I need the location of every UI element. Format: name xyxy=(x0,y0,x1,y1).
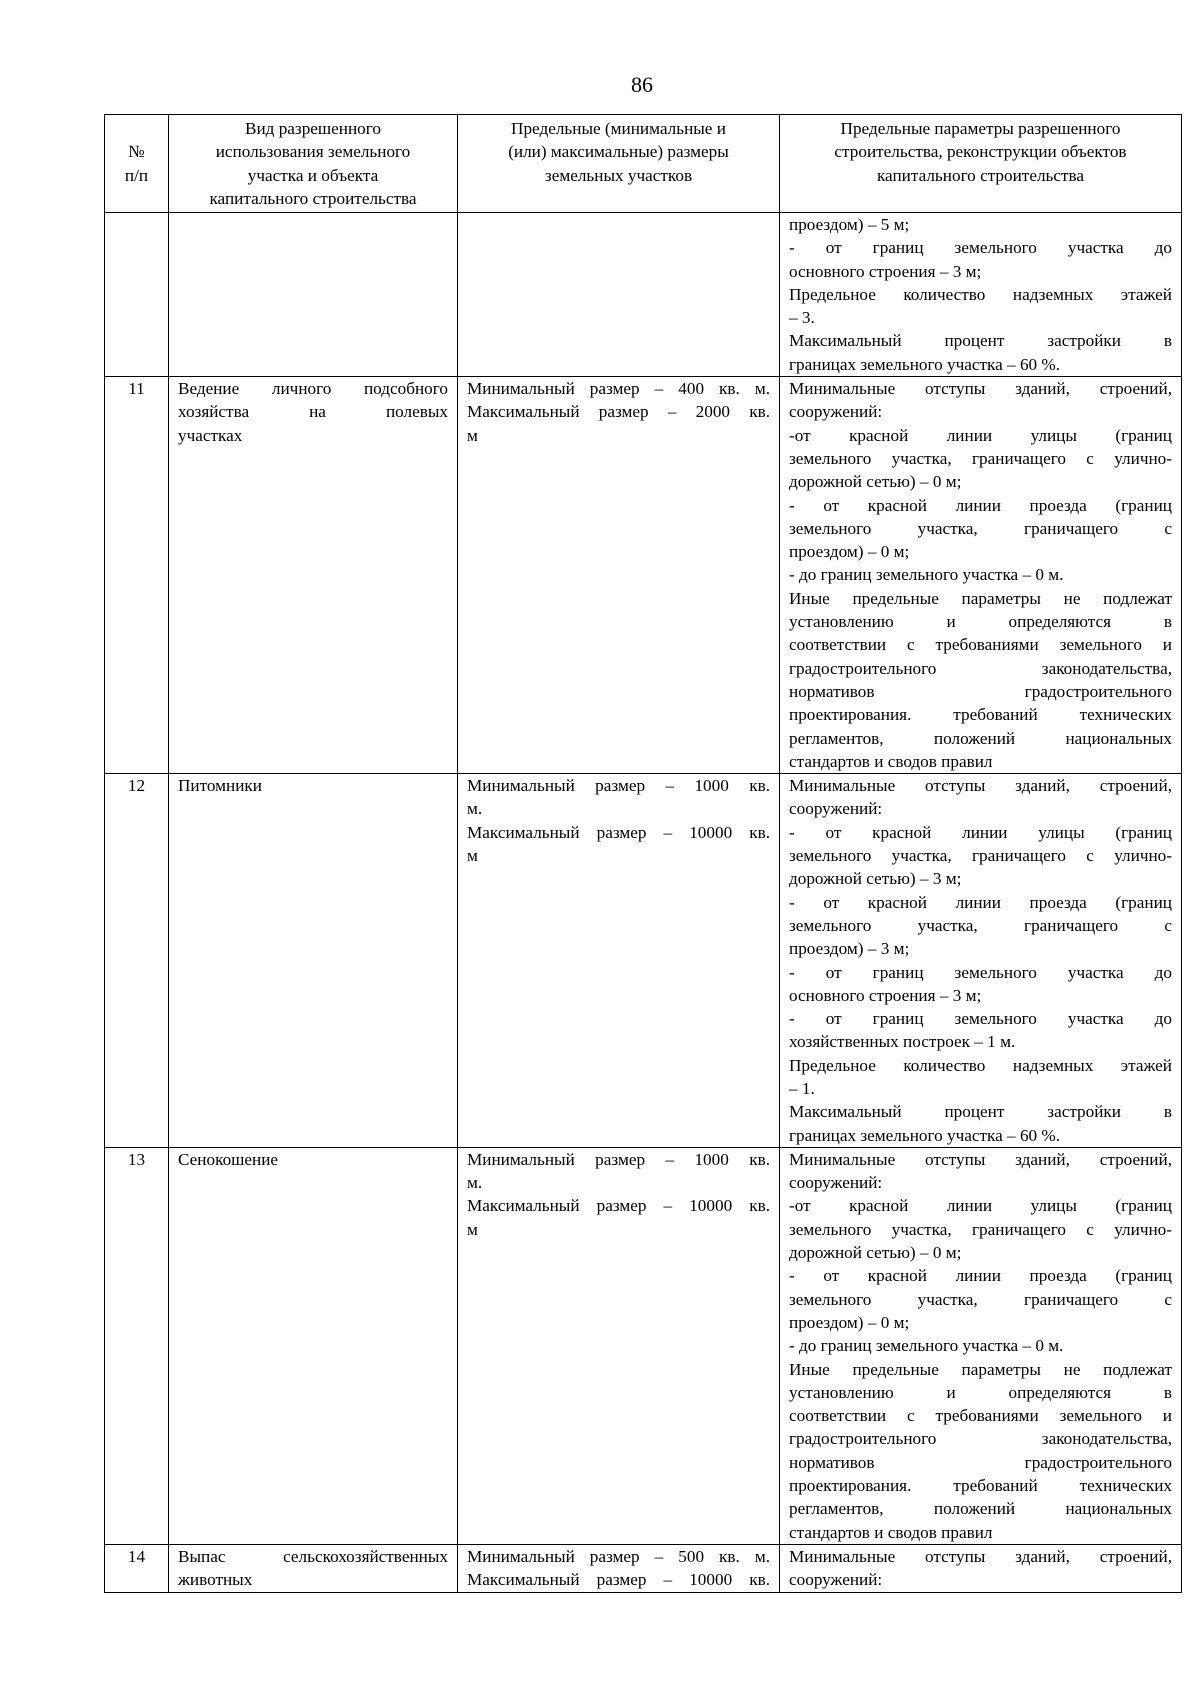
cell-text-line: Максимальный размер – 10000 кв. xyxy=(467,1196,770,1216)
row-number-cell: 14 xyxy=(105,1544,169,1592)
cell-text-line: проездом) – 5 м; xyxy=(789,215,910,234)
header-size-line: (или) максимальные) размеры xyxy=(508,142,729,162)
cell-text-line: хозяйственных построек – 1 м. xyxy=(789,1032,1016,1052)
cell-text-line: регламентов, положений национальных xyxy=(789,1499,1172,1519)
row-number-cell xyxy=(105,213,169,377)
cell-text-line: проездом) – 0 м; xyxy=(789,1312,910,1332)
row-param-cell xyxy=(780,1147,1182,1544)
row-param-cell xyxy=(780,213,1182,377)
cell-text-line: Максимальный размер – 10000 кв. xyxy=(467,1570,770,1590)
header-num-line: п/п xyxy=(124,165,149,185)
header-param-line: Предельные параметры разрешенного xyxy=(840,119,1121,138)
cell-text-line: Минимальные отступы зданий, строений, xyxy=(789,1149,1172,1169)
table-row xyxy=(105,1544,1182,1592)
table-row xyxy=(105,1147,1182,1544)
cell-text-line: проездом) – 3 м; xyxy=(789,939,910,959)
row-size-cell xyxy=(458,1147,780,1544)
row-number-cell: 13 xyxy=(105,1147,169,1544)
cell-text-line: м xyxy=(467,846,478,866)
cell-text-line: нормативов градостроительного xyxy=(789,681,1172,701)
cell-text-line: соответствии с требованиями земельного и xyxy=(789,635,1172,655)
cell-text-line: земельного участка, граничащего с xyxy=(789,518,1172,538)
cell-text-line: Минимальный размер – 500 кв. м. xyxy=(467,1546,770,1566)
cell-text-line: Сенокошение xyxy=(178,1149,279,1169)
cell-text-line: - до границ земельного участка – 0 м. xyxy=(789,565,1064,585)
cell-text-line: - от границ земельного участка до xyxy=(789,962,1172,982)
header-num xyxy=(105,115,169,213)
cell-text-line: стандартов и сводов правил xyxy=(789,1522,993,1542)
cell-text-line: Минимальные отступы зданий, строений, xyxy=(789,776,1172,796)
table-row xyxy=(105,377,1182,774)
table-body xyxy=(105,213,1182,1593)
header-size-line: Предельные (минимальные и xyxy=(511,119,726,138)
cell-text-line: земельного участка, граничащего с улично- xyxy=(789,846,1172,866)
cell-text-line: Иные предельные параметры не подлежат xyxy=(789,588,1172,608)
cell-text-line: - от красной линии проезда (границ xyxy=(789,495,1172,515)
cell-text-line: -от красной линии улицы (границ xyxy=(789,425,1172,445)
cell-text-line: Минимальный размер – 400 кв. м. xyxy=(467,379,770,399)
cell-text-line: - от границ земельного участка до xyxy=(789,1009,1172,1029)
cell-text-line: - до границ земельного участка – 0 м. xyxy=(789,1336,1064,1356)
row-kind-cell xyxy=(169,1544,458,1592)
cell-text-line: установлению и определяются в xyxy=(789,1382,1172,1402)
header-param-line: капитального строительства xyxy=(876,165,1085,185)
table-row xyxy=(105,774,1182,1148)
row-size-cell xyxy=(458,774,780,1148)
cell-text-line: - от красной линии улицы (границ xyxy=(789,822,1172,842)
cell-text-line: основного строения – 3 м; xyxy=(789,985,982,1005)
cell-text-line: соответствии с требованиями земельного и xyxy=(789,1406,1172,1426)
cell-text-line: Минимальные отступы зданий, строений, xyxy=(789,379,1172,399)
cell-text-line: стандартов и сводов правил xyxy=(789,751,993,771)
header-size xyxy=(458,115,780,213)
header-kind xyxy=(169,115,458,213)
header-kind-line: Вид разрешенного xyxy=(244,118,381,138)
cell-text-line: - от красной линии проезда (границ xyxy=(789,892,1172,912)
row-size-cell xyxy=(458,213,780,377)
cell-text-line: сооружений: xyxy=(789,1570,883,1590)
cell-text-line: земельного участка, граничащего с улично- xyxy=(789,448,1172,468)
cell-text-line: - от границ земельного участка до xyxy=(789,238,1172,258)
cell-text-line: земельного участка, граничащего с улично- xyxy=(789,1219,1172,1239)
cell-text-line: установлению и определяются в xyxy=(789,612,1172,632)
cell-text-line: нормативов градостроительного xyxy=(789,1452,1172,1472)
cell-text-line: Иные предельные параметры не подлежат xyxy=(789,1359,1172,1379)
cell-text-line: дорожной сетью) – 0 м; xyxy=(789,472,962,492)
cell-text-line: Предельное количество надземных этажей xyxy=(789,1055,1172,1075)
cell-text-line: Минимальный размер – 1000 кв. xyxy=(467,1149,770,1169)
row-number-cell: 12 xyxy=(105,774,169,1148)
cell-text-line: Выпас сельскохозяйственных xyxy=(178,1546,448,1566)
header-kind-line: использования земельного xyxy=(215,142,411,162)
row-size-cell xyxy=(458,377,780,774)
cell-text-line: м xyxy=(467,1219,478,1239)
row-number-cell: 11 xyxy=(105,377,169,774)
row-kind-cell xyxy=(169,377,458,774)
cell-text-line: - от красной линии проезда (границ xyxy=(789,1266,1172,1286)
header-num-line: № xyxy=(128,142,145,162)
cell-text-line: Максимальный размер – 2000 кв. xyxy=(467,402,770,422)
cell-text-line: земельного участка, граничащего с xyxy=(789,915,1172,935)
regulations-table xyxy=(104,114,1182,1593)
cell-text-line: Питомники xyxy=(178,776,262,796)
cell-text-line: градостроительного законодательства, xyxy=(789,1429,1172,1449)
row-kind-cell xyxy=(169,213,458,377)
cell-text-line: хозяйства на полевых xyxy=(178,402,448,422)
header-param xyxy=(780,115,1182,213)
cell-text-line: Предельное количество надземных этажей xyxy=(789,284,1172,304)
cell-text-line: Максимальный процент застройки в xyxy=(789,331,1172,351)
cell-text-line: проектирования. требований технических xyxy=(789,1476,1172,1496)
cell-text-line: м. xyxy=(467,1173,483,1193)
cell-text-line: регламентов, положений национальных xyxy=(789,728,1172,748)
cell-text-line: границах земельного участка – 60 %. xyxy=(789,354,1061,374)
cell-text-line: Минимальный размер – 1000 кв. xyxy=(467,776,770,796)
cell-text-line: границах земельного участка – 60 %. xyxy=(789,1125,1061,1145)
cell-text-line: – 1. xyxy=(789,1078,815,1098)
cell-text-line: Ведение личного подсобного xyxy=(178,379,448,399)
cell-text-line: м. xyxy=(467,799,483,819)
row-kind-cell xyxy=(169,1147,458,1544)
cell-text-line: Максимальный размер – 10000 кв. xyxy=(467,822,770,842)
page-number: 86 xyxy=(631,72,653,97)
cell-text-line: сооружений: xyxy=(789,402,883,422)
cell-text-line: участках xyxy=(178,425,243,445)
row-param-cell xyxy=(780,1544,1182,1592)
header-size-line: земельных участков xyxy=(544,165,693,185)
cell-text-line: сооружений: xyxy=(789,1173,883,1193)
cell-text-line: Максимальный процент застройки в xyxy=(789,1102,1172,1122)
table-row xyxy=(105,213,1182,377)
cell-text-line: проездом) – 0 м; xyxy=(789,542,910,562)
cell-text-line: дорожной сетью) – 0 м; xyxy=(789,1243,962,1263)
row-kind-cell xyxy=(169,774,458,1148)
cell-text-line: дорожной сетью) – 3 м; xyxy=(789,869,962,889)
header-param-line: строительства, реконструкции объектов xyxy=(834,142,1127,162)
cell-text-line: животных xyxy=(178,1570,253,1590)
cell-text-line: сооружений: xyxy=(789,799,883,819)
cell-text-line: Минимальные отступы зданий, строений, xyxy=(789,1546,1172,1566)
cell-text-line: проектирования. требований технических xyxy=(789,705,1172,725)
header-kind-line: участка и объекта xyxy=(247,165,379,185)
row-param-cell xyxy=(780,774,1182,1148)
header-kind-line: капитального строительства xyxy=(209,188,417,208)
cell-text-line: -от красной линии улицы (границ xyxy=(789,1196,1172,1216)
cell-text-line: основного строения – 3 м; xyxy=(789,261,982,281)
table-header-row xyxy=(105,115,1182,213)
cell-text-line: градостроительного законодательства, xyxy=(789,658,1172,678)
cell-text-line: – 3. xyxy=(789,308,815,328)
row-param-cell xyxy=(780,377,1182,774)
cell-text-line: земельного участка, граничащего с xyxy=(789,1289,1172,1309)
row-size-cell xyxy=(458,1544,780,1592)
cell-text-line: м xyxy=(467,425,478,445)
